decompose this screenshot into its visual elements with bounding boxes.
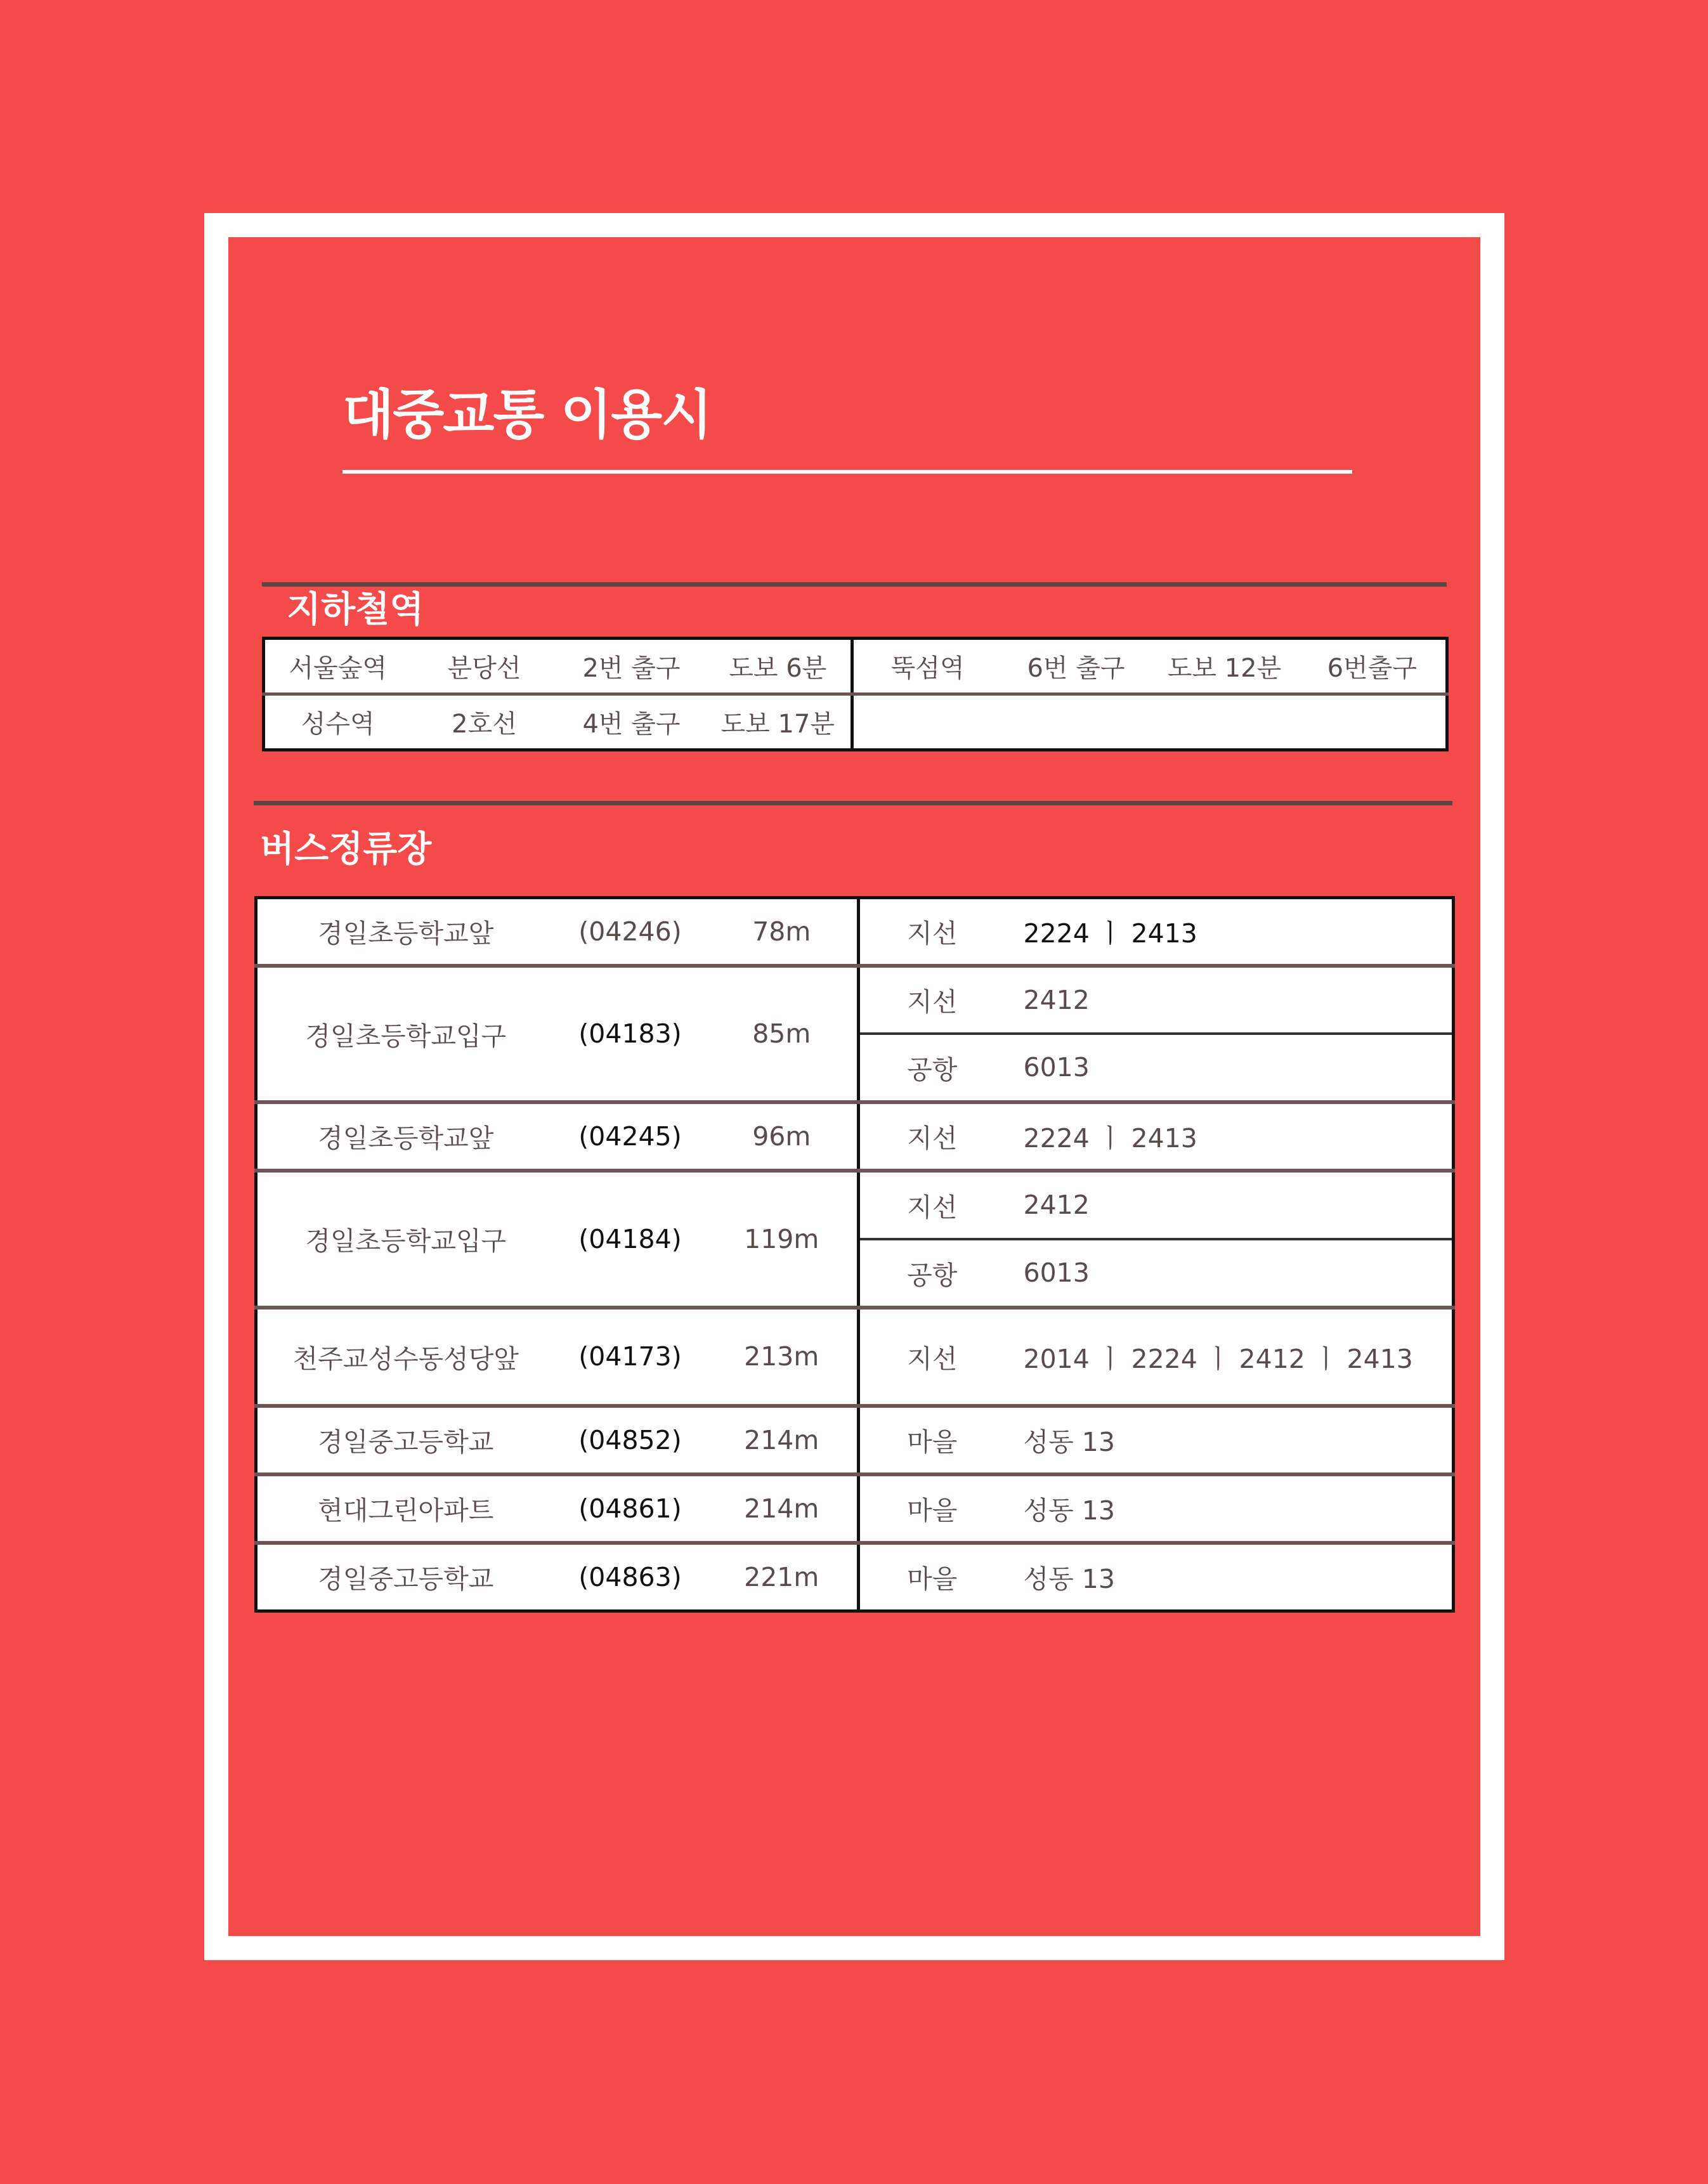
route-numbers: 2412 xyxy=(1005,966,1454,1034)
exit-number: 6번 출구 xyxy=(1002,639,1151,694)
stop-name: 현대그린아파트 xyxy=(256,1474,554,1543)
route-numbers: 2224 ㅣ 2413 xyxy=(1005,1102,1454,1171)
stop-name: 경일중고등학교 xyxy=(256,1543,554,1611)
subway-line: 2호선 xyxy=(452,710,517,739)
stop-name: 경일초등학교앞 xyxy=(256,1102,554,1171)
route-numbers: 6013 xyxy=(1005,1034,1454,1102)
stop-code: (04863) xyxy=(554,1543,707,1611)
exit-number: 2번 출구 xyxy=(558,639,705,694)
table-row xyxy=(256,1543,1454,1611)
route-type: 지선 xyxy=(859,1102,1005,1171)
route-numbers: 성동 13 xyxy=(1005,1406,1454,1474)
stop-code: (04184) xyxy=(554,1171,707,1308)
station-name: 서울숲역 xyxy=(264,639,411,694)
stop-name: 경일중고등학교 xyxy=(256,1406,554,1474)
bus-heading: 버스정류장 xyxy=(260,829,432,870)
stop-distance: 96m xyxy=(707,1102,859,1171)
table-row xyxy=(256,1406,1454,1474)
stop-distance: 221m xyxy=(707,1543,859,1611)
route-numbers: 2412 xyxy=(1005,1171,1454,1239)
table-row xyxy=(256,1308,1454,1406)
stop-code: (04861) xyxy=(554,1474,707,1543)
subway-line: 분당선 xyxy=(411,639,558,694)
table-row xyxy=(256,898,1454,966)
table-row xyxy=(256,1171,1454,1239)
route-type: 공항 xyxy=(859,1239,1005,1308)
route-numbers: 2014 ㅣ 2224 ㅣ 2412 ㅣ 2413 xyxy=(1005,1308,1454,1406)
empty-cell xyxy=(852,694,1447,750)
station-name: 성수역 xyxy=(301,710,375,739)
stop-distance: 119m xyxy=(707,1171,859,1308)
route-type: 지선 xyxy=(907,918,958,949)
exit-number: 4번 출구 xyxy=(582,710,681,739)
title-divider xyxy=(342,470,1352,474)
table-row xyxy=(256,1102,1454,1171)
exit-number: 6번출구 xyxy=(1299,639,1447,694)
bus-divider xyxy=(254,801,1452,805)
route-type: 마을 xyxy=(859,1543,1005,1611)
page-title: 대중교통 이용시 xyxy=(342,384,712,446)
route-type: 지선 xyxy=(859,966,1005,1034)
subway-divider xyxy=(262,582,1447,587)
stop-distance: 214m xyxy=(707,1406,859,1474)
stop-code: (04852) xyxy=(554,1406,707,1474)
subway-heading: 지하철역 xyxy=(287,589,424,630)
stop-code: (04245) xyxy=(554,1102,707,1171)
stop-name: 경일초등학교입구 xyxy=(256,1171,554,1308)
stop-distance: 85m xyxy=(707,966,859,1102)
route-type: 지선 xyxy=(859,1171,1005,1239)
route-numbers: 6013 xyxy=(1005,1239,1454,1308)
table-row xyxy=(256,1474,1454,1543)
subway-row xyxy=(264,694,1447,750)
stop-distance: 78m xyxy=(707,898,859,966)
subway-row xyxy=(264,639,1447,694)
stop-code: (04183) xyxy=(554,966,707,1102)
station-name: 뚝섬역 xyxy=(852,639,1002,694)
stop-distance: 214m xyxy=(707,1474,859,1543)
stop-name: 경일초등학교입구 xyxy=(256,966,554,1102)
route-numbers: 2224 ㅣ 2413 xyxy=(1023,918,1197,949)
stop-name: 경일초등학교앞 xyxy=(318,918,494,949)
stop-distance: 213m xyxy=(707,1308,859,1406)
stop-code: (04246) xyxy=(578,916,682,947)
route-type: 공항 xyxy=(859,1034,1005,1102)
stop-code: (04173) xyxy=(554,1308,707,1406)
walk-time: 도보 6분 xyxy=(705,639,852,694)
walk-time: 도보 12분 xyxy=(1151,639,1299,694)
route-type: 마을 xyxy=(859,1474,1005,1543)
route-numbers: 성동 13 xyxy=(1005,1543,1454,1611)
bus-table xyxy=(254,896,1455,1613)
route-numbers: 성동 13 xyxy=(1005,1474,1454,1543)
subway-table xyxy=(262,637,1449,751)
stop-name: 천주교성수동성당앞 xyxy=(256,1308,554,1406)
route-type: 지선 xyxy=(859,1308,1005,1406)
table-row xyxy=(256,966,1454,1034)
route-type: 마을 xyxy=(859,1406,1005,1474)
walk-time: 도보 17분 xyxy=(705,694,852,750)
